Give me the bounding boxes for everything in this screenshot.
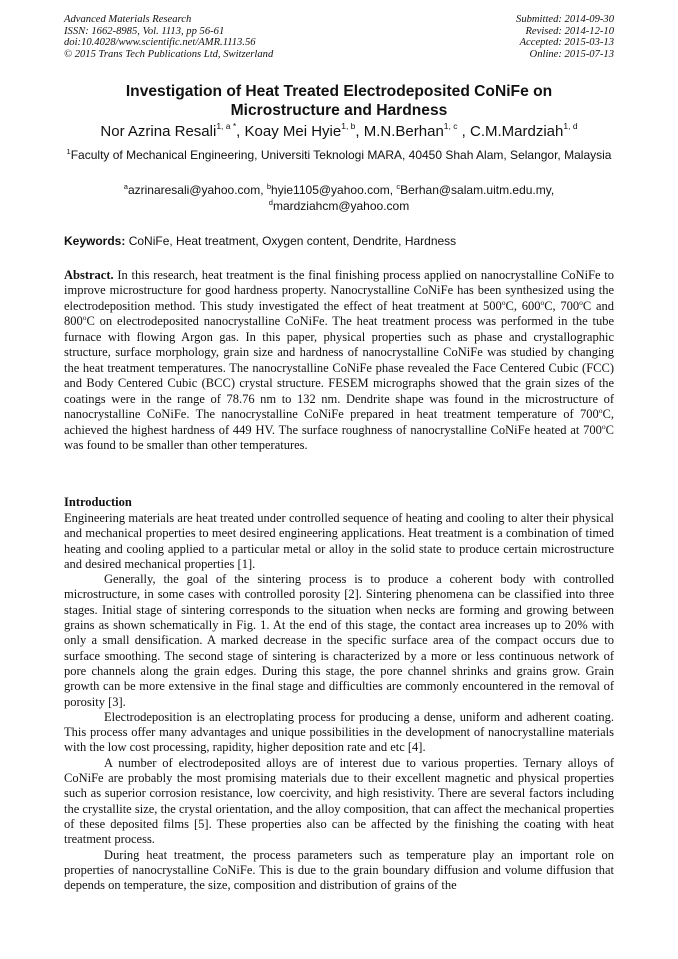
author-name: Nor Azrina Resali (100, 123, 217, 140)
email-separator: , (389, 183, 397, 197)
doi[interactable]: doi:10.4028/www.scientific.net/AMR.1113.56 (64, 37, 256, 49)
affiliation-marker: 1 (66, 147, 71, 156)
degree-symbol: o (601, 421, 606, 431)
email-link[interactable]: mardziahcm@yahoo.com (272, 198, 410, 213)
revised-date: Revised: 2014-12-10 (525, 25, 614, 37)
title-line-1: Investigation of Heat Treated Electrodeposited CoNiFe on (125, 83, 553, 100)
affiliation-text: Faculty of Mechanical Engineering, Universiti Teknologi MARA, 40450 Shah Alam, Selangor, Malaysia (70, 148, 612, 162)
degree-symbol: o (579, 297, 583, 307)
paragraph: Electrodeposition is an electroplating process for producing a dense, uniform and adherent coating. This process offer many advantages and unique possibilities in the development of nanocrystalline materials with the low cost processing, rapidity, higher deposition rate and etc [4]. (64, 709, 614, 755)
author-affiliation-marker: 1, c (443, 121, 458, 131)
email-link[interactable]: hyie1105@yahoo.com (271, 183, 390, 197)
degree-symbol: o (82, 313, 87, 323)
author-name: M.N.Berhan (363, 123, 444, 140)
journal-header (64, 14, 614, 66)
submitted-date: Submitted: 2014-09-30 (516, 14, 614, 25)
author-affiliation-marker: 1, d (563, 121, 578, 131)
title-line-2: Microstructure and Hardness (230, 102, 448, 119)
paper-title (64, 82, 614, 120)
section-heading-introduction: Introduction (64, 495, 132, 509)
publication-dates (516, 14, 614, 60)
author-list (40, 123, 638, 141)
author-affiliation-marker: 1, a * (216, 121, 237, 131)
keywords-text: CoNiFe, Heat treatment, Oxygen content, Dendrite, Hardness (125, 234, 457, 248)
author-separator: , (457, 123, 471, 140)
keywords-label: Keywords: (64, 234, 126, 248)
accepted-date: Accepted: 2015-03-13 (519, 37, 614, 49)
degree-symbol: o (598, 406, 603, 416)
online-date: Online: 2015-07-13 (529, 48, 614, 60)
author-separator: , (236, 123, 245, 140)
introduction-body (64, 511, 614, 893)
temperature-value: 800 (64, 314, 83, 329)
paragraph: A number of electrodeposited alloys are of interest due to various properties. Ternary alloys of CoNiFe are probably the most promising materials due to their excellent magnetic and physical properties such as superior corrosion resistance, low coercivity, and high resistivity. There are several factors including the crystallite size, the crystal orientation, and the alloy composition, that can affect the mechanical properties of these deposited films [5]. These properties also can be affected by the finishing the coating with heat treatment process. (64, 755, 614, 847)
abstract-text: C and (582, 298, 614, 313)
degree-symbol: o (540, 297, 545, 307)
author-separator: , (355, 123, 364, 140)
author-affiliation-marker: 1, b (341, 121, 356, 131)
email-separator: , (550, 183, 555, 197)
author-name: Koay Mei Hyie (244, 123, 342, 140)
affiliation (64, 148, 614, 164)
email-link[interactable]: azrinaresali@yahoo.com (127, 183, 261, 197)
abstract-text: C, achieved the highest hardness of 449 HV. The surface roughness of nanocrystalline CoNiFe heated at 700 (64, 407, 614, 437)
abstract-text: C, (544, 298, 561, 313)
journal-info (64, 14, 273, 60)
abstract (64, 268, 614, 453)
abstract-text: C, (505, 298, 522, 313)
author-emails (64, 183, 614, 214)
email-separator: , (260, 183, 267, 197)
copyright: © 2015 Trans Tech Publications Ltd, Switzerland (64, 48, 274, 60)
temperature-value: 700 (560, 298, 580, 313)
email-marker: a (123, 182, 128, 191)
degree-symbol: o (501, 297, 506, 307)
paragraph: Generally, the goal of the sintering process is to produce a coherent body with controlled microstructure, in some cases with controlled porosity [2]. Sintering phenomena can be classified into three stages. Initial stage of sintering corresponds to the situation when necks are forming and growing between grains as shown schematically in Fig. 1. At the end of this stage, the contact area increases up to 20% with only a small densification. A marked decrease in the specific surface area of the compact occurs due to surface smoothing. The second stage of sintering is characterized by a more or less continuous network of pore channels along the grain edges. During this stage, the pore channel shrinks and grains grow. Grain growth can be more extensive in the final stage and difficulties are commonly encountered in the removal of porosity [3]. (64, 572, 614, 709)
abstract-text: C was found to be smaller than other temperatures. (64, 422, 614, 452)
email-link[interactable]: Berhan@salam.uitm.edu.my (400, 183, 551, 197)
abstract-label: Abstract. (64, 268, 114, 282)
email-marker: d (268, 197, 273, 207)
abstract-text: C on electrodeposited nanocrystalline CoNiFe. The heat treatment process was performed in the tube furnace with flowing Argon gas. In this paper, physical properties such as phase and crystallographic structure, surface morphology, grain size and hardness of nanocrystalline CoNiFe was studied by changing the heat treatment temperatures. The nanocrystalline CoNiFe phase revealed the Face Centered Cubic (FCC) and Body Centered Cubic (BCC) crystal structure. FESEM micrographs showed that the grain sizes of the coatings were in the range of 78.76 nm to 132 nm. Dendrite shape was found in the microstructure of nanocrystalline CoNiFe. The nanocrystalline CoNiFe prepared in heat treatment temperature of 700 (64, 314, 614, 422)
email-marker: c (396, 182, 401, 191)
paragraph: Engineering materials are heat treated under controlled sequence of heating and cooling to alter their physical and mechanical properties to meet desired engineering applications. Heat treatment is a combination of timed heating and cooling applied to a particular metal or alloy in the solid state to produce certain microstructure and desired mechanical properties [1]. (64, 511, 614, 571)
email-marker: b (266, 182, 272, 191)
issn-volume: ISSN: 1662-8985, Vol. 1113, pp 56-61 (64, 25, 225, 37)
author-name: C.M.Mardziah (470, 123, 564, 140)
abstract-text: In this research, heat treatment is the final finishing process applied on nanocrystalline CoNiFe to improve microstructure for good hardness property. Nanocrystalline CoNiFe has been synthesized using the electrodeposition method. This study investigated the effect of heat treatment at 500 (64, 268, 614, 313)
temperature-value: 600 (521, 298, 541, 313)
journal-name: Advanced Materials Research (64, 14, 192, 25)
paragraph: During heat treatment, the process parameters such as temperature play an important role on properties of nanocrystalline CoNiFe. This is due to the grain boundary diffusion and volume diffusion that depends on temperature, the size, composition and distribution of grains of the (64, 847, 614, 893)
keywords (64, 234, 614, 249)
